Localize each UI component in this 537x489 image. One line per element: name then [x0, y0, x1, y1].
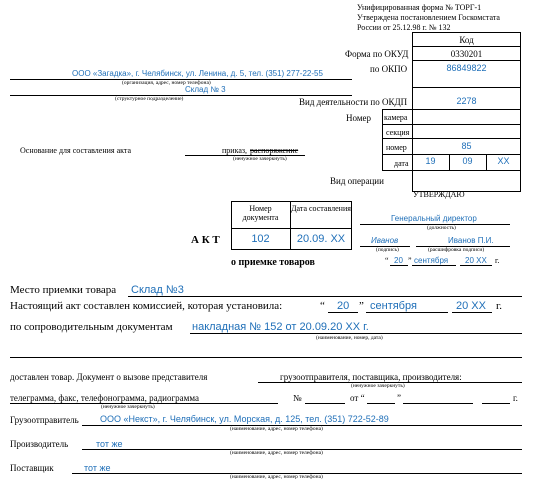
division-value: Склад № 3 [185, 85, 226, 94]
producer-value: тот же [96, 439, 123, 449]
telegram-caption: (ненужное зачеркнуть) [101, 404, 155, 410]
approval-year: 20 XX [465, 256, 487, 265]
nomer-value: 85 [461, 141, 472, 151]
okdp-label: Вид деятельности по ОКДП [299, 97, 408, 107]
section-label: секция [386, 128, 410, 137]
basis-order: приказ, [222, 146, 248, 155]
date-month: 09 [462, 156, 473, 166]
okud-value: 0330201 [450, 49, 483, 59]
place-value: Склад №3 [131, 284, 184, 296]
act-subtitle: о приемке товаров [231, 257, 315, 268]
producer-caption: (наименование, адрес, номер телефона) [230, 450, 323, 456]
code-header: Код [459, 35, 474, 45]
commission-day: 20 [337, 300, 350, 312]
approval-signature: Иванов [371, 236, 399, 245]
docs-caption: (наименование, номер, дата) [316, 335, 383, 341]
doc-date-header: Дата составления [291, 204, 351, 213]
camera-label: камера [384, 113, 408, 122]
place-label: Место приемки товара [10, 284, 117, 296]
shipper-label: Грузоотправитель [10, 415, 79, 425]
date-label: дата [394, 159, 409, 168]
telegram-from-close: ” [397, 393, 401, 403]
okdp-value: 2278 [456, 96, 477, 106]
form-approved-date: России от 25.12.98 г. № 132 [357, 23, 451, 32]
telegram-from: от “ [350, 393, 365, 403]
basis-caption: (ненужное зачеркнуть) [233, 156, 287, 162]
form-title: Унифицированная форма № ТОРГ-1 [357, 3, 482, 12]
commission-year-suffix: г. [496, 300, 503, 312]
approval-quote-open: “ [385, 256, 389, 265]
approval-signature-caption: (подпись) [376, 247, 399, 253]
supplier-value: тот же [84, 463, 111, 473]
date-day: 19 [425, 156, 436, 166]
okpo-value: 86849822 [446, 63, 487, 73]
commission-year: 20 XX [456, 300, 486, 312]
division-caption: (структурное подразделение) [115, 96, 184, 102]
form-approved: Утверждена постановлением Госкомстата [357, 13, 500, 22]
approval-day: 20 [394, 256, 403, 265]
okpo-label: по ОКПО [370, 64, 408, 74]
delivered-caption: (ненужное зачеркнуть) [351, 383, 405, 389]
approval-name: Иванов П.И. [448, 236, 494, 245]
commission-quote-open: “ [320, 300, 325, 312]
doc-date: 20.09. XX [296, 233, 346, 245]
commission-text: Настоящий акт составлен комиссией, которая установила: [10, 300, 283, 312]
commission-quote-close: ” [359, 300, 364, 312]
approval-position-caption: (должность) [427, 225, 456, 231]
organization-caption: (организация, адрес, номер телефона) [122, 80, 211, 86]
shipper-caption: (наименование, адрес, номер телефона) [230, 426, 323, 432]
approval-position: Генеральный директор [391, 214, 477, 223]
nomer-label: номер [386, 143, 407, 152]
telegram-text: телеграмма, факс, телефонограмма, радиограмма [10, 393, 199, 403]
supplier-caption: (наименование, адрес, номер телефона) [230, 474, 323, 480]
doc-number: 102 [251, 233, 270, 245]
telegram-year-suffix: г. [513, 393, 518, 403]
delivered-text: доставлен товар. Документ о вызове представителя [10, 372, 208, 382]
shipper-value: ООО «Некст», г. Челябинск, ул. Морская, д. 125, тел. (351) 722-52-89 [100, 414, 389, 424]
number-label: Номер [346, 113, 372, 123]
approval-quote-close: ” [408, 256, 412, 265]
basis-label: Основание для составления акта [20, 146, 132, 155]
operation-label: Вид операции [330, 176, 384, 186]
date-year: XX [497, 156, 510, 166]
supplier-label: Поставщик [10, 463, 54, 473]
approval-name-caption: (расшифровка подписи) [428, 247, 485, 253]
act-title: А К Т [191, 234, 220, 246]
doc-number-header: Номер документа [242, 204, 279, 222]
docs-label: по сопроводительным документам [10, 321, 173, 333]
approval-month: сентября [414, 256, 449, 265]
commission-month: сентября [370, 300, 417, 312]
docs-value: накладная № 152 от 20.09.20 XX г. [192, 321, 369, 333]
okud-label: Форма по ОКУД [345, 49, 409, 59]
delivered-options: грузоотправителя, поставщика, производителя: [280, 372, 462, 382]
basis-disposal: распоряжение [250, 146, 299, 155]
organization-value: ООО «Загадка», г. Челябинск, ул. Ленина, д. 5, тел. (351) 277-22-55 [72, 69, 323, 78]
approval-year-suffix: г. [495, 256, 500, 265]
telegram-num-sign: № [293, 393, 302, 403]
producer-label: Производитель [10, 439, 69, 449]
approval-label: УТВЕРЖДАЮ [413, 190, 465, 199]
